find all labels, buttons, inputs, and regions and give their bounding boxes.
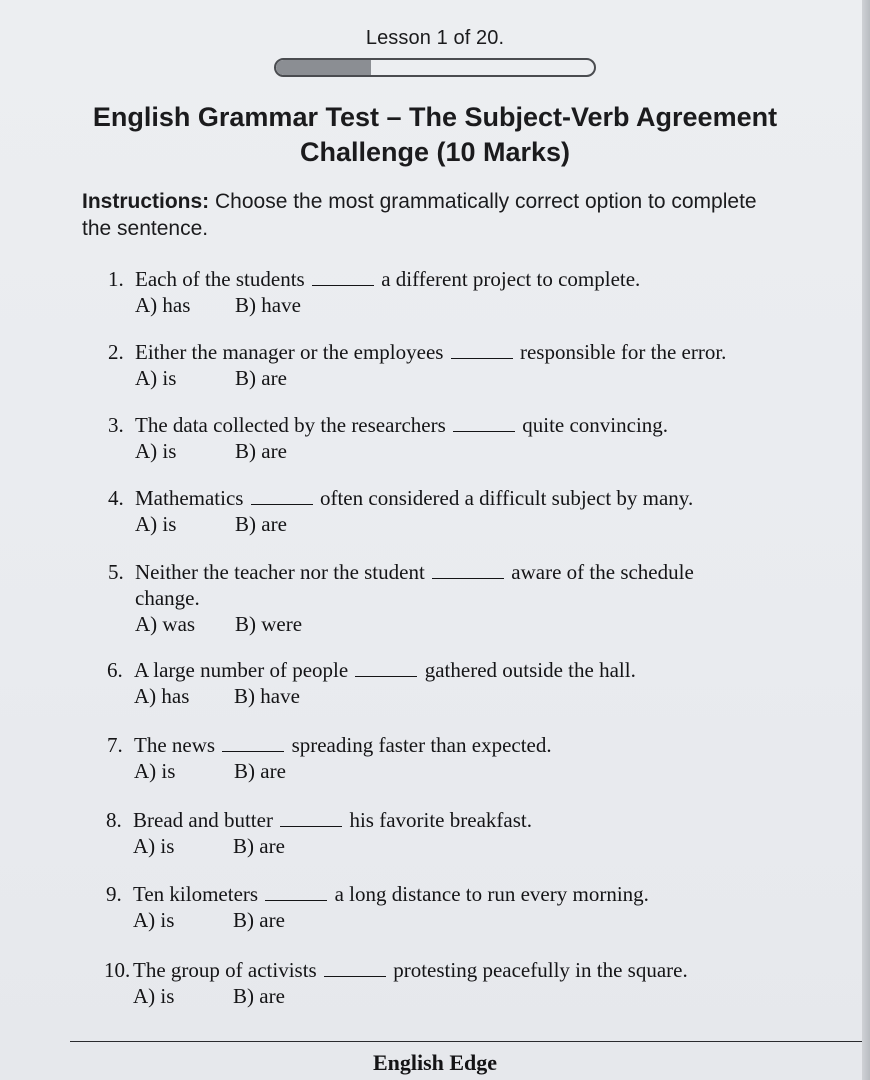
- option-a: A) is: [133, 834, 175, 858]
- answer-blank: [251, 486, 313, 505]
- question-ending: protesting peacefully in the square.: [393, 958, 688, 982]
- question-number: 8.: [106, 808, 122, 832]
- question-options: [133, 983, 285, 1009]
- answer-blank: [312, 267, 374, 286]
- question-options: [135, 611, 303, 637]
- answer-blank: [324, 958, 386, 977]
- option-b: B) are: [235, 512, 287, 536]
- option-b: B) were: [235, 612, 303, 636]
- option-b: B) are: [235, 366, 287, 390]
- question-text: [135, 339, 726, 365]
- option-a: A) is: [135, 512, 177, 536]
- option-b: B) have: [235, 293, 301, 317]
- answer-blank: [265, 882, 327, 901]
- answer-blank: [222, 733, 284, 752]
- question-stem: The group of activists: [133, 958, 317, 982]
- question-number: 2.: [108, 340, 124, 364]
- question-ending: quite convincing.: [522, 413, 669, 437]
- answer-blank: [280, 808, 342, 827]
- option-b: B) are: [233, 984, 285, 1008]
- option-b: B) are: [233, 908, 285, 932]
- question-options: [133, 907, 285, 933]
- question-number: 3.: [108, 413, 124, 437]
- question-number: 5.: [108, 560, 124, 584]
- question-text: [135, 412, 668, 438]
- question-stem: The data collected by the researchers: [135, 413, 446, 437]
- answer-blank: [453, 413, 515, 432]
- lesson-progress-bar: [274, 58, 596, 77]
- question-ending: gathered outside the hall.: [424, 658, 636, 682]
- paper-edge: [862, 0, 870, 1080]
- question-options: [134, 683, 300, 709]
- answer-blank: [432, 560, 504, 579]
- question-stem: Mathematics: [135, 486, 244, 510]
- answer-blank: [355, 658, 417, 677]
- question-stem: The news: [134, 733, 216, 757]
- question-options: [135, 292, 301, 318]
- question-options: [135, 438, 287, 464]
- instructions: [82, 188, 782, 242]
- question-stem: A large number of people: [134, 658, 349, 682]
- question-options: [135, 365, 287, 391]
- question-ending: a different project to complete.: [381, 267, 641, 291]
- question-stem: Ten kilometers: [133, 882, 259, 906]
- question-continuation: [135, 585, 200, 611]
- question-text: [133, 881, 649, 907]
- answer-blank: [451, 340, 513, 359]
- question-ending: responsible for the error.: [519, 340, 727, 364]
- question-options: [135, 511, 287, 537]
- question-text: [135, 266, 640, 292]
- question-number: 1.: [108, 267, 124, 291]
- question-stem: Each of the students: [135, 267, 305, 291]
- footer-brand: English Edge: [372, 1050, 498, 1075]
- question-number: 10.: [104, 958, 131, 982]
- option-b: B) are: [234, 759, 286, 783]
- question-stem: Either the manager or the employees: [135, 340, 444, 364]
- option-b: B) have: [234, 684, 300, 708]
- question-text: [133, 957, 688, 983]
- option-a: A) is: [135, 366, 177, 390]
- option-a: A) is: [133, 984, 175, 1008]
- instructions-label: Instructions:: [82, 190, 210, 213]
- question-text: [134, 732, 552, 758]
- option-a: A) is: [135, 439, 177, 463]
- option-b: B) are: [233, 834, 285, 858]
- question-text: [135, 485, 693, 511]
- question-options: [133, 833, 285, 859]
- question-number: 4.: [108, 486, 124, 510]
- question-ending: a long distance to run every morning.: [334, 882, 649, 906]
- page-title: English Grammar Test – The Subject-Verb Agreement Challenge (10 Marks): [92, 102, 778, 167]
- question-ending: aware of the schedule: [511, 560, 694, 584]
- question-text: [134, 657, 636, 683]
- option-b: B) are: [235, 439, 287, 463]
- question-options: [134, 758, 286, 784]
- footer-divider: [70, 1041, 862, 1042]
- question-text: [135, 559, 694, 585]
- option-a: A) is: [134, 759, 176, 783]
- question-stem: Bread and butter: [133, 808, 273, 832]
- option-a: A) has: [135, 293, 191, 317]
- option-a: A) is: [133, 908, 175, 932]
- lesson-counter: Lesson 1 of 20.: [365, 27, 505, 49]
- option-a: A) has: [134, 684, 190, 708]
- question-number: 6.: [107, 658, 123, 682]
- instructions-text: Choose the most grammatically correct option to complete the sentence.: [82, 190, 757, 240]
- question-ending: spreading faster than expected.: [291, 733, 552, 757]
- question-ending: often considered a difficult subject by many.: [319, 486, 694, 510]
- question-ending-continued: change.: [135, 586, 200, 610]
- question-text: [133, 807, 532, 833]
- question-ending: his favorite breakfast.: [349, 808, 532, 832]
- question-number: 7.: [107, 733, 123, 757]
- question-stem: Neither the teacher nor the student: [135, 560, 425, 584]
- question-number: 9.: [106, 882, 122, 906]
- lesson-progress-fill: [276, 60, 371, 75]
- option-a: A) was: [135, 612, 196, 636]
